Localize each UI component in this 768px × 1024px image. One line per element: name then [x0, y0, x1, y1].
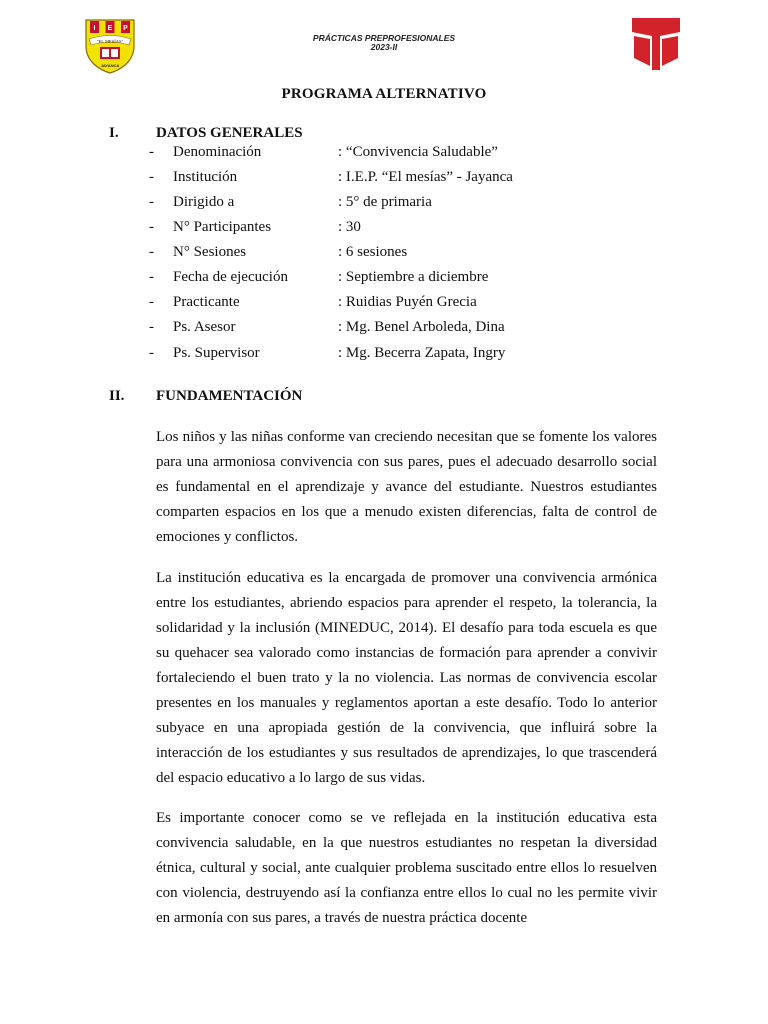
header-line-1: PRÁCTICAS PREPROFESIONALES	[312, 33, 456, 43]
section-title: DATOS GENERALES	[156, 125, 303, 141]
list-item	[0, 269, 768, 289]
svg-text:P: P	[123, 25, 128, 32]
field-value: : 5° de primaria	[338, 194, 432, 210]
field-value: : Mg. Becerra Zapata, Ingry	[338, 345, 506, 361]
section-heading-1	[0, 125, 768, 145]
field-label: Denominación	[173, 144, 262, 160]
field-label: Institución	[173, 169, 238, 185]
field-value: : Mg. Benel Arboleda, Dina	[338, 319, 505, 335]
svg-text:I: I	[93, 25, 96, 32]
bullet-dash: -	[149, 169, 154, 185]
list-item	[0, 319, 768, 339]
field-value: : Ruidias Puyén Grecia	[338, 294, 477, 310]
field-label: Ps. Supervisor	[173, 345, 260, 361]
paragraph-2: La institución educativa es la encargada de promover una convivencia armónica entre los estudiantes, abriendo espacios para aprender el respeto, la tolerancia, la solidaridad y la inclusión (MINEDUC, 2014). El desafío para toda escuela es que su quehacer sea valorado como instancias de formación para aprender a convivir fortaleciendo el buen trato y la no violencia. Las normas de convivencia escolar presentes en los manuales y reglamentos aportan a este desafío. Todo lo anterior subyace en una apropiada gestión de la convivencia, que influirá sobre la interacción de los estudiantes y sus resultados de aprendizajes, lo que trascenderá del espacio educativo a lo largo de sus vidas.	[156, 570, 657, 786]
bullet-dash: -	[149, 144, 154, 160]
header-text	[284, 34, 484, 52]
paragraph-3: Es importante conocer como se ve reflejada en la institución educativa esta convivencia saludable, en la que nuestros estudiantes no respetan la diversidad étnica, cultural y social, ante cualquier problema suscitado entre ellos lo resuelven con violencia, destruyendo así la confianza entre ellos lo cual no les permite vivir en armonía con sus pares, a través de nuestra práctica docente	[156, 810, 657, 926]
bullet-dash: -	[149, 294, 154, 310]
list-item	[0, 244, 768, 264]
field-label: Fecha de ejecución	[173, 269, 288, 285]
field-label: Ps. Asesor	[173, 319, 236, 335]
paragraph-1: Los niños y las niñas conforme van creciendo necesitan que se fomente los valores para una armoniosa convivencia con sus pares, pues el adecuado desarrollo social es fundamental en el aprendizaje y avance del estudiante. Nuestros estudiantes comparten espacios en los que a menudo existen diferencias, falta de control de emociones y conflictos.	[156, 429, 657, 545]
section-heading-2	[0, 388, 768, 408]
section-number: I.	[109, 125, 119, 141]
bullet-dash: -	[149, 244, 154, 260]
field-label: Practicante	[173, 294, 240, 310]
field-label: Dirigido a	[173, 194, 235, 210]
list-item	[0, 294, 768, 314]
list-item	[0, 144, 768, 164]
list-item	[0, 219, 768, 239]
bullet-dash: -	[149, 345, 154, 361]
field-label: N° Participantes	[173, 219, 272, 235]
bullet-dash: -	[149, 269, 154, 285]
field-value: : Septiembre a diciembre	[338, 269, 489, 285]
header-line-2: 2023-II	[370, 42, 398, 52]
field-value: : I.E.P. “El mesías” - Jayanca	[338, 169, 513, 185]
field-value: : “Convivencia Saludable”	[338, 144, 498, 160]
field-value: : 6 sesiones	[338, 244, 408, 260]
bullet-dash: -	[149, 219, 154, 235]
bullet-dash: -	[149, 319, 154, 335]
section-number: II.	[109, 388, 125, 404]
document-title: PROGRAMA ALTERNATIVO	[281, 86, 487, 102]
school-crest-logo	[82, 16, 138, 74]
svg-text:E: E	[107, 25, 113, 32]
crest-town-text: JAYANCA	[100, 63, 120, 68]
section-title: FUNDAMENTACIÓN	[156, 388, 303, 404]
university-logo	[632, 18, 680, 70]
bullet-dash: -	[149, 194, 154, 210]
list-item	[0, 169, 768, 189]
crest-motto-text: "EL MESÍAS"	[96, 39, 124, 44]
field-label: N° Sesiones	[173, 244, 247, 260]
field-value: : 30	[338, 219, 361, 235]
list-item	[0, 194, 768, 214]
list-item	[0, 345, 768, 365]
